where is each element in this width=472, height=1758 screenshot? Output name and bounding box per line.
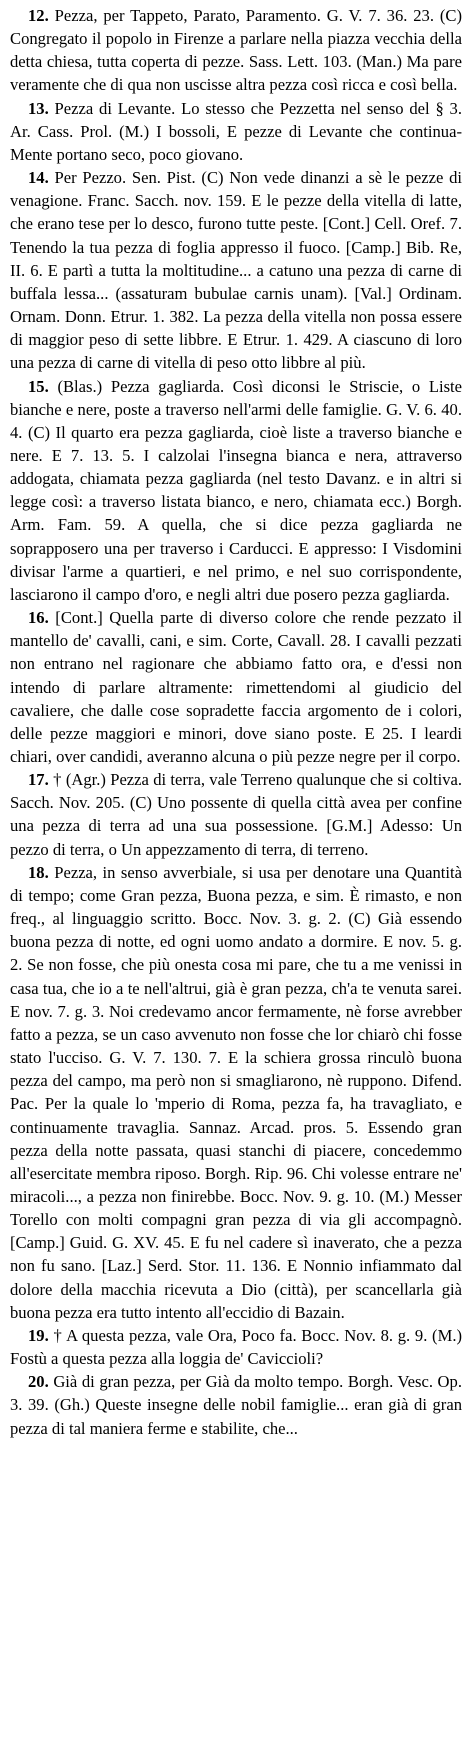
entry-16 (10, 606, 462, 768)
entry-19 (10, 1324, 462, 1370)
entry-20 (10, 1370, 462, 1439)
entry-number: 12. (28, 6, 49, 25)
entry-number: 17. (28, 770, 49, 790)
entry-15 (10, 375, 462, 607)
entry-number: 18. (28, 862, 49, 882)
entry-text: Pezza, in senso avverbiale, si usa per denotare una Quantità di tempo; come Gran pezza, Buona pezza, e sim. È rimasto, e non freq., al linguaggio scritto. Bocc. Nov. 3. g. 2. (C) Già essendo buona pezza di notte, ed ogni uomo andato a dormire. E nov. 5. g. 2. Se non fosse, che più onesta cosa mi pare, che tu a me venissi in casa tua, che io a te nell'altrui, già è gran pezza, ch'a te venuta sarei. E nov. 7. g. 3. Noi credevamo ancor fermamente, nè forse avrebber fatto a pezza, se un caso avvenuto non fosse che lor chiarò chi fosse stato l'ucciso. G. V. 7. 130. 7. E la schiera grossa rinculò buona pezza del campo, ma però non si smagliarono, nè ruppono. Difend. Pac. Per la quale lo 'mperio di Roma, pezza fa, ha travagliato, e continuamente travaglia. Sannaz. Arcad. pros. 5. Essendo gran pezza della notte passata, quasi stanchi di piacere, concedemmo all'esercitate membra riposo. Borgh. Rip. 96. Chi volesse entrare ne' miracoli..., a pezza non finirebbe. Bocc. Nov. 9. g. 10. (M.) Messer Torello con molti compagni gran pezza di via gli accompagnò. [Camp.] Guid. G. XV. 45. E fu nel cadere sì inaverato, che a pezza non fu sano. [Laz.] Serd. Stor. 11. 136. E Nonnio infiammato dal dolore della macchia ricevuta a Dio (città), per scancellarla già buona pezza era tutto intento all'eccidio di Bazain. (10, 862, 462, 1322)
entry-text: [Cont.] Quella parte di diverso colore che rende pezzato il mantello de' cavalli, cani, e sim. Corte, Cavall. 28. I cavalli pezzati non entrano nel ragionare che abbiamo fatto ora, e d'essi non intendo di parlare altramente: rimettendomi al giudicio del cavaliere, che dalle cose sopradette faccia argomento de i colori, delle pezze maggiori e minori, dove siano poste. E 25. I leardi chiari, over candidi, averanno alcuna o più pezze negre per il corpo. (10, 608, 462, 766)
entry-number: 13. (28, 98, 49, 118)
entry-number: 19. (28, 1325, 49, 1345)
entry-text: † A questa pezza, vale Ora, Poco fa. Bocc. Nov. 8. g. 9. (M.) Fostù a questa pezza alla loggia de' Caviccioli? (10, 1325, 463, 1369)
entry-number: 14. (28, 168, 49, 188)
entry-text: Pezza di Levante. Lo stesso che Pezzetta nel senso del § 3. Ar. Cass. Prol. (M.) I bossoli, E pezze di Levante che continua-Mente portano seco, poco giovano. (10, 98, 462, 164)
entry-18 (10, 861, 462, 1324)
entry-14 (10, 166, 462, 374)
entry-17 (10, 768, 462, 861)
entry-number: 16. (28, 608, 49, 628)
entry-text: † (Agr.) Pezza di terra, vale Terreno qualunque che si coltiva. Sacch. Nov. 205. (C) Uno possente di quella città avea per confine una pezza di terra ad una sua possessione. [G.M.] Adesso: Un pezzo di terra, o Un appezzamento di terra, di terreno. (10, 770, 462, 859)
entry-text: Già di gran pezza, per Già da molto tempo. Borgh. Vesc. Op. 3. 39. (Gh.) Queste insegne delle nobil famiglie... eran già di gran pezza di tal maniera ferme e stabilite, che... (10, 1372, 462, 1438)
entry-text: Per Pezzo. Sen. Pist. (C) Non vede dinanzi a sè le pezze di venagione. Franc. Sacch. nov. 159. E le pezze della vitella di latte, che erano tese per lo desco, furono tutte peste. [Cont.] Cell. Oref. 7. Tenendo la tua pezza di foglia appresso il fuoco. [Camp.] Bib. Re, II. 6. E partì a tutta la moltitudine... a catuno una pezza di carne di buffala lessa... (assaturam bubulae carnis unam). [Val.] Ordinam. Ornam. Donn. Etrur. 1. 382. La pezza della vitella non possa essere di maggior peso di sette libbre. E Etrur. 1. 429. A ciascuno di loro una pezza di carne di vitella di peso otto libbre al più. (10, 168, 462, 373)
entry-text: Pezza, per Tappeto, Parato, Paramento. G. V. 7. 36. 23. (C) Congregato il popolo in Firenze a parlare nella piazza vecchia della detta chiesa, tutta coperta di pezze. Sass. Lett. 103. (Man.) Ma pare veramente che di qua non uscisse altra pezza così ricca e così bella. (10, 6, 463, 95)
entry-13 (10, 97, 462, 166)
entry-number: 20. (28, 1372, 49, 1392)
entry-number: 15. (28, 376, 49, 396)
entry-text: (Blas.) Pezza gagliarda. Così diconsi le Striscie, o Liste bianche e nere, poste a traverso nell'armi delle famiglie. G. V. 6. 40. 4. (C) Il quarto era pezza gagliarda, cioè liste a traverso bianche e nere. E 7. 13. 5. I calzolai l'insegna bianca e nera, attraverso addogata, chiamata pezza gagliarda (nel testo Davanz. e in altri si legge così: a traverso listata bianco, e nero, chiamata ecc.) Borgh. Arm. Fam. 59. A quella, che si dice pezza gagliarda ne soprapposero una per traverso i Carducci. E appresso: I Visdomini divisar l'arme a quartieri, e nel primo, e nel suo corrispondente, lasciarono il campo d'oro, e negli altri due posero pezza gagliarda. (10, 376, 462, 604)
entry-12 (10, 4, 462, 97)
